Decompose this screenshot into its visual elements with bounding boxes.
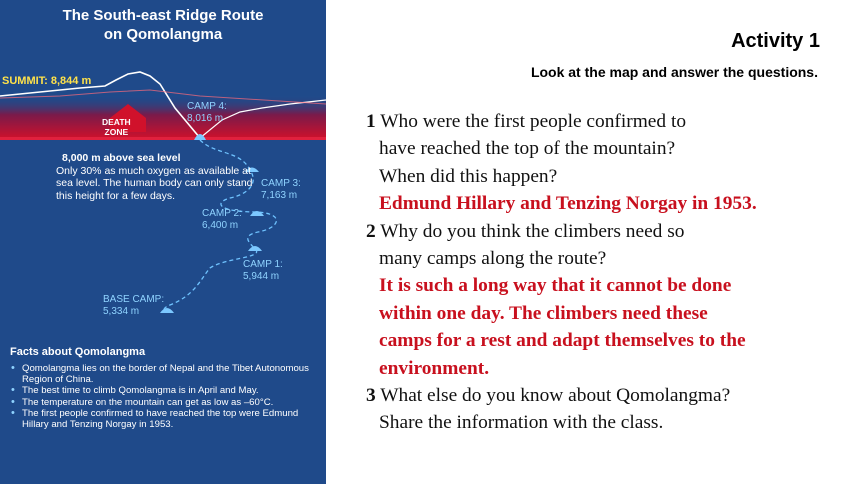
activity-title: Activity 1 [731, 30, 820, 52]
sea-level-text: Only 30% as much oxygen as available at sea level. The human body can only stand this height for a few days. [56, 164, 253, 202]
answer-text: environment. [379, 357, 490, 379]
panel-title-line2: on Qomolangma [103, 26, 223, 43]
fact-item: • Qomolangma lies on the border of Nepal and the Tibet Autonomous Region of China. [10, 363, 316, 385]
base-camp-label [103, 294, 164, 318]
answer-text: camps for a rest and adapt themselves to the [379, 330, 746, 352]
fact-item: • The first people confirmed to have reached the top were Edmund Hillary and Tenzing Norgay in 1953. [10, 408, 316, 430]
question-number: 2 [366, 220, 376, 242]
camp1-tent [248, 246, 262, 251]
sea-level-heading: 8,000 m above sea level [62, 152, 181, 164]
camp1-label [243, 259, 283, 283]
sea-level-note [56, 152, 266, 202]
base-camp-name: BASE CAMP: [103, 294, 165, 305]
question-text: Share the information with the class. [379, 412, 664, 434]
questions-list [366, 108, 846, 437]
answer-text: within one day. The climbers need these [379, 302, 708, 324]
camp4-label [187, 101, 227, 125]
fact-item: • The best time to climb Qomolangma is in April and May. [10, 385, 316, 396]
route-infographic [0, 0, 326, 484]
question-text: When did this happen? [379, 165, 558, 187]
facts-heading: Facts about Qomolangma [10, 346, 146, 358]
question-number: 1 [366, 111, 376, 132]
base-camp-altitude: 5,334 m [103, 306, 140, 317]
question-1 [366, 108, 846, 218]
death-zone-band [0, 95, 326, 139]
question-line [366, 382, 846, 409]
question-text: What else do you know about Qomolangma? [380, 385, 731, 407]
question-number: 3 [366, 385, 376, 407]
camp2-altitude: 6,400 m [202, 220, 239, 231]
panel-title-line1: The South-east Ridge Route [62, 7, 264, 24]
death-zone-line1: DEATH [102, 117, 131, 127]
answer-text: Edmund Hillary and Tenzing Norgay in 1953. [379, 193, 757, 215]
camp1-altitude: 5,944 m [243, 271, 280, 282]
camp3-altitude: 7,163 m [261, 190, 298, 201]
question-text: Who were the first people confirmed to [380, 111, 687, 132]
facts-list [10, 363, 316, 430]
camp2-name: CAMP 2: [202, 208, 242, 219]
activity-instruction: Look at the map and answer the questions. [530, 64, 818, 80]
death-zone-label [102, 117, 131, 137]
summit-label: SUMMIT: 8,844 m [2, 75, 92, 87]
question-2 [366, 218, 846, 382]
answer-text: It is such a long way that it cannot be done [379, 275, 732, 297]
camp4-name: CAMP 4: [187, 101, 227, 112]
question-text: many camps along the route? [379, 248, 607, 270]
camp4-altitude: 8,016 m [187, 113, 224, 124]
camp3-name: CAMP 3: [261, 178, 301, 189]
camp2-label [202, 208, 242, 232]
question-text: Why do you think the climbers need so [380, 220, 685, 242]
death-zone-line2: ZONE [104, 127, 129, 137]
camp1-name: CAMP 1: [243, 259, 283, 270]
question-text: have reached the top of the mountain? [379, 138, 676, 160]
question-line [366, 218, 846, 245]
question-3 [366, 382, 846, 437]
question-line [366, 108, 846, 135]
camp3-label [261, 178, 301, 202]
fact-item: • The temperature on the mountain can get as low as –60°C. [10, 397, 316, 408]
panel-title [0, 6, 326, 44]
